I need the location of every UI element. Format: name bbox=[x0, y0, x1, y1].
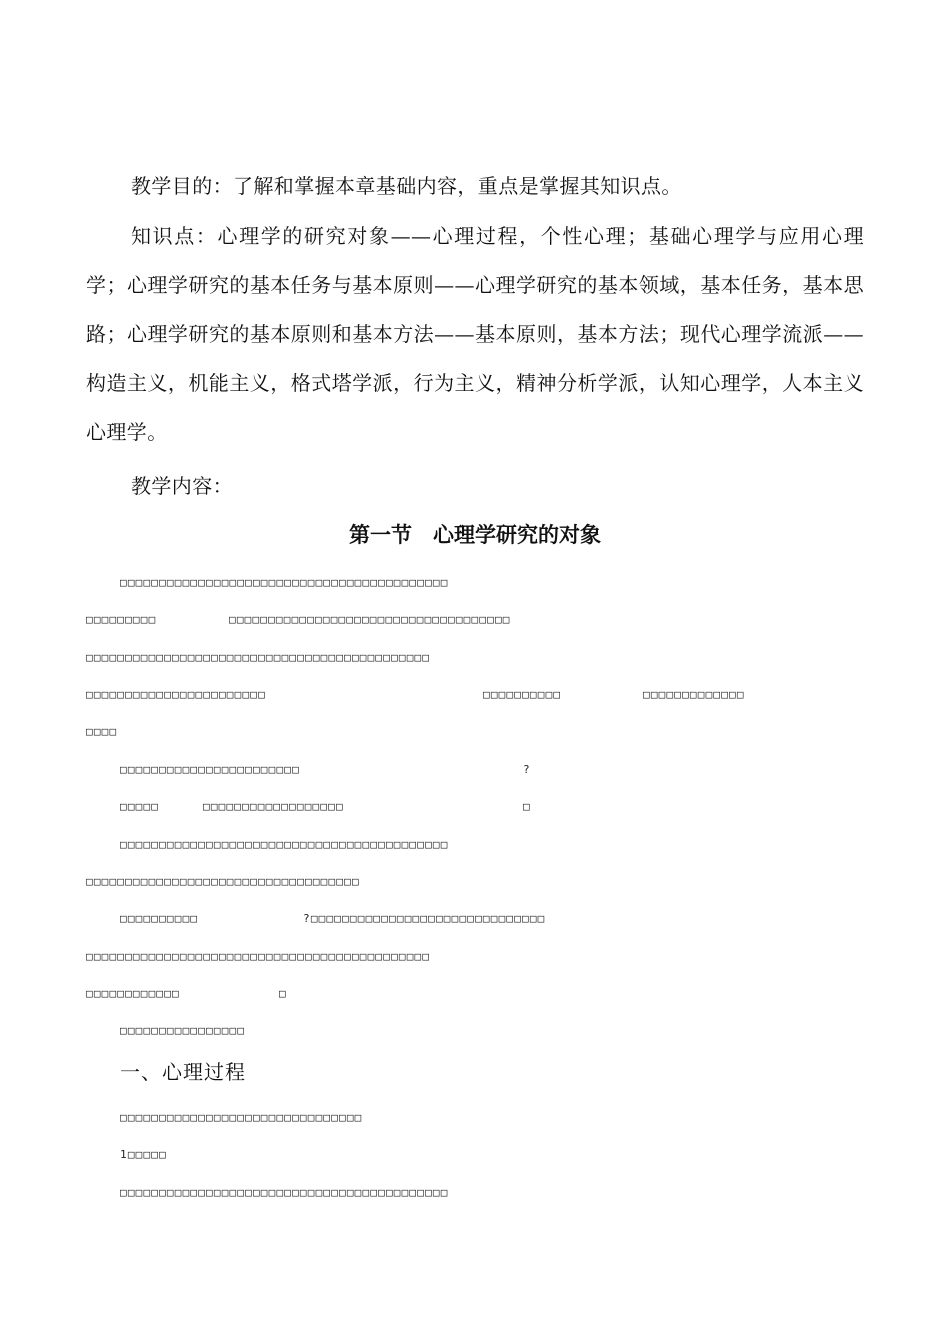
section-title: 第一节 心理学研究的对象 bbox=[349, 523, 601, 547]
garbled-line: □□□□□□□□□□□□□□□□□□□□□□□□□□□□□□□□□□□□□□□□□□ bbox=[120, 1186, 449, 1199]
garbled-line: ? bbox=[523, 763, 531, 776]
garbled-line: □□□□□□□□□□□□□ bbox=[643, 688, 745, 701]
garbled-line: □□□□□□□□□□□□□□□□□□□□□□□□□□□□□□□ bbox=[120, 1111, 363, 1124]
garbled-line: ?□□□□□□□□□□□□□□□□□□□□□□□□□□□□□□ bbox=[303, 912, 546, 925]
teaching-objective: 教学目的：了解和掌握本章基础内容，重点是掌握其知识点。 bbox=[131, 174, 682, 198]
garbled-line: □□□□□□□□□□□□ bbox=[86, 987, 180, 1000]
garbled-line: □□□□□□□□□□ bbox=[483, 688, 562, 701]
subsection-title: 一、心理过程 bbox=[120, 1060, 246, 1084]
garbled-line: □□□□□□□□□□□□□□□□□□□□□□□□□□□□□□□□□□□□□□□□□□ bbox=[120, 838, 449, 851]
garbled-line: □□□□□□□□□ bbox=[86, 613, 157, 626]
garbled-line: □□□□□□□□□□ bbox=[120, 912, 199, 925]
garbled-line: □ bbox=[523, 800, 531, 813]
garbled-line: □□□□□ bbox=[120, 800, 160, 813]
garbled-line: □□□□□□□□□□□□□□□□□□□□□□□ bbox=[86, 688, 266, 701]
garbled-line: □□□□□□□□□□□□□□□□□□□□□□□ bbox=[120, 763, 300, 776]
garbled-line: □□□□□□□□□□□□□□□□□□□□□□□□□□□□□□□□□□□□ bbox=[229, 613, 511, 626]
garbled-line: □□□□□□□□□□□□□□□□□□□□□□□□□□□□□□□□□□□□□□□□□□□□ bbox=[86, 651, 431, 664]
teaching-content-label: 教学内容： bbox=[131, 474, 233, 498]
garbled-line: □□□□□□□□□□□□□□□□□□□□□□□□□□□□□□□□□□□□□□□□□□□□ bbox=[86, 950, 431, 963]
garbled-line: □□□□□□□□□□□□□□□□□□ bbox=[203, 800, 344, 813]
knowledge-points: 知识点：心理学的研究对象——心理过程，个性心理；基础心理学与应用心理学；心理学研究的基本任务与基本原则——心理学研究的基本领域，基本任务，基本思路；心理学研究的基本原则和基本方法——基本原则，基本方法；现代心理学流派——构造主义，机能主义，格式塔学派，行为主义，精神分析学派，认知心理学，人本主义心理学。 bbox=[86, 224, 864, 444]
garbled-line: □□□□ bbox=[86, 725, 118, 738]
garbled-line: □□□□□□□□□□□□□□□□□□□□□□□□□□□□□□□□□□□□□□□□□□ bbox=[120, 576, 449, 589]
garbled-line: □□□□□□□□□□□□□□□□□□□□□□□□□□□□□□□□□□□ bbox=[86, 875, 360, 888]
garbled-line: □□□□□□□□□□□□□□□□ bbox=[120, 1024, 246, 1037]
garbled-line: □ bbox=[279, 987, 287, 1000]
garbled-line: 1□□□□□ bbox=[120, 1148, 167, 1161]
